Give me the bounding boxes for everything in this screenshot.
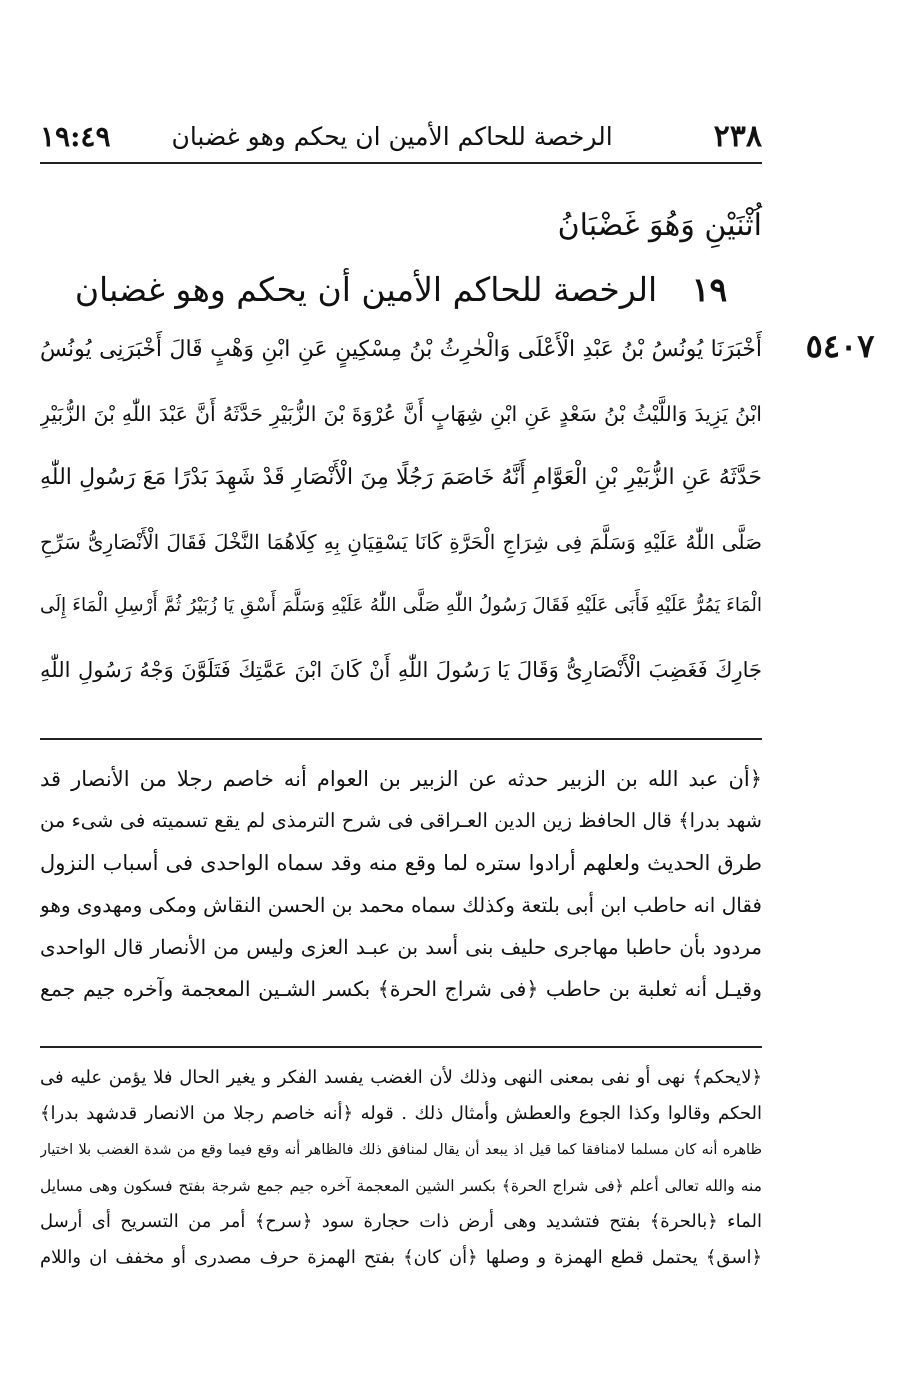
chapter-heading <box>40 262 762 318</box>
commentary-sindi <box>40 1060 762 1276</box>
header-divider <box>40 162 762 164</box>
commentary-line: ظاهره أنه كان مسلما لامنافقا كما قيل اذ يبعد أن يقال لمنافق ذلك فالظاهر أنه وقع فيما وقع من شدة الغضب بلا اختيار <box>40 1142 762 1158</box>
text-line: أَخْبَرَنَا يُونُسُ بْنُ عَبْدِ الْأَعْلَى وَالْحٰرِثُ بْنُ مِسْكِينٍ عَنِ ابْنِ وَهْبٍ قَالَ أَخْبَرَنِى يُونُسُ <box>40 337 762 362</box>
commentary-divider <box>40 1046 762 1048</box>
commentary-line: ﴿اسق﴾ يحتمل قطع الهمزة و وصلها ﴿أن كان﴾ بفتح الهمزة حرف مصدرى أو مخفف ان واللام <box>40 1247 762 1268</box>
page-header <box>40 112 762 160</box>
commentary-line: شهد بدرا﴾ قال الحافظ زين الدين العـراقى فى شرح الترمذى لم يقع تسميته فى شىء من <box>40 809 762 832</box>
commentary-line: الحكم وقالوا وكذا الجوع والعطش وأمثال ذلك . قوله ﴿أنه خاصم رجلا من الانصار قدشهد بدرا﴾ <box>40 1103 762 1124</box>
commentary-divider <box>40 738 762 740</box>
text-line: جَارِكَ فَغَضِبَ الْأَنْصَارِىُّ وَقَالَ يَا رَسُولَ اللّٰهِ أَنْ كَانَ ابْنَ عَمَّتِكَ فَتَلَوَّنَ وَجْهُ رَسُولِ اللّٰهِ <box>40 658 762 682</box>
text-line: صَلَّى اللّٰهُ عَلَيْهِ وَسَلَّمَ فِى شِرَاجِ الْحَرَّةِ كَانَا يَسْقِيَانِ بِهِ كِلَاهُمَا النَّخْلَ فَقَالَ الْأَنْصَارِىُّ سَرِّحِ <box>40 530 762 554</box>
commentary-line: ﴿لايحكم﴾ نهى أو نفى بمعنى النهى وذلك لأن الغضب يفسد الفكر و يغير الحال فلا يؤمن عليه فى <box>40 1067 762 1088</box>
commentary-line: طرق الحديث ولعلهم أرادوا ستره لما وقع منه وقد سماه الواحدى فى أسباب النزول <box>40 851 762 875</box>
hadith-range: ١٩:٤٩ <box>40 119 111 153</box>
commentary-line: ﴿أن عبد الله بن الزبير حدثه عن الزبير بن العوام أنه خاصم رجلا من الأنصار قد <box>40 767 762 791</box>
text-line: ابْنُ يَزِيدَ وَاللَّيْثُ بْنُ سَعْدٍ عَنِ ابْنِ شِهَابٍ أَنَّ عُرْوَةَ بْنَ الزُّبَيْرِ حَدَّثَهُ أَنَّ عَبْدَ اللّٰهِ بْنَ الزُّبَيْرِ <box>40 402 762 426</box>
commentary-line: الماء ﴿بالحرة﴾ بفتح فتشديد وهى أرض ذات حجارة سود ﴿سرح﴾ أمر من التسريح أى أرسل <box>40 1211 762 1232</box>
commentary-suyuti <box>40 758 762 1010</box>
page-number: ٢٣٨ <box>713 118 762 154</box>
commentary-line: وقيـل أنه ثعلبة بن حاطب ﴿فى شراج الحرة﴾ بكسر الشـين المعجمة وآخره جيم جمع <box>40 977 762 1001</box>
text-line: الْمَاءَ يَمُرُّ عَلَيْهِ فَأَبَى عَلَيْهِ فَقَالَ رَسُولُ اللّٰهِ صَلَّى اللّٰهُ عَلَيْهِ وَسَلَّمَ أَسْقِ يَا زُبَيْرُ ثُمَّ أَرْسِلِ الْمَاءَ إِلَى <box>40 595 762 616</box>
carry-over-line: اُثْنَيْنِ وَهُوَ غَضْبَانُ <box>557 208 762 243</box>
chapter-number: ١٩ <box>691 270 728 309</box>
text-line: حَدَّثَهُ عَنِ الزُّبَيْرِ بْنِ الْعَوَّامِ أَنَّهُ خَاصَمَ رَجُلًا مِنَ الْأَنْصَارِ قَدْ شَهِدَ بَدْرًا مَعَ رَسُولِ اللّٰهِ <box>40 465 762 490</box>
chapter-title: الرخصة للحاكم الأمين أن يحكم وهو غضبان <box>74 270 658 309</box>
commentary-line: منه والله تعالى أعلم ﴿فى شراج الحرة﴾ بكسر الشين المعجمة آخره جيم جمع شرجة بفتح فسكون وهى مسايل <box>40 1177 762 1195</box>
running-title: الرخصة للحاكم الأمين ان يحكم وهو غضبان <box>171 121 613 151</box>
commentary-line: فقال انه حاطب ابن أبى بلتعة وكذلك سماه محمد بن الحسن النقاش ومكى ومهدوى وهو <box>40 893 762 917</box>
hadith-text <box>40 318 762 702</box>
hadith-number: ٥٤٠٧ <box>805 327 875 365</box>
commentary-line: مردود بأن حاطبا مهاجرى حليف بنى أسد بن عبـد العزى وليس من الأنصار قال الواحدى <box>40 935 762 959</box>
